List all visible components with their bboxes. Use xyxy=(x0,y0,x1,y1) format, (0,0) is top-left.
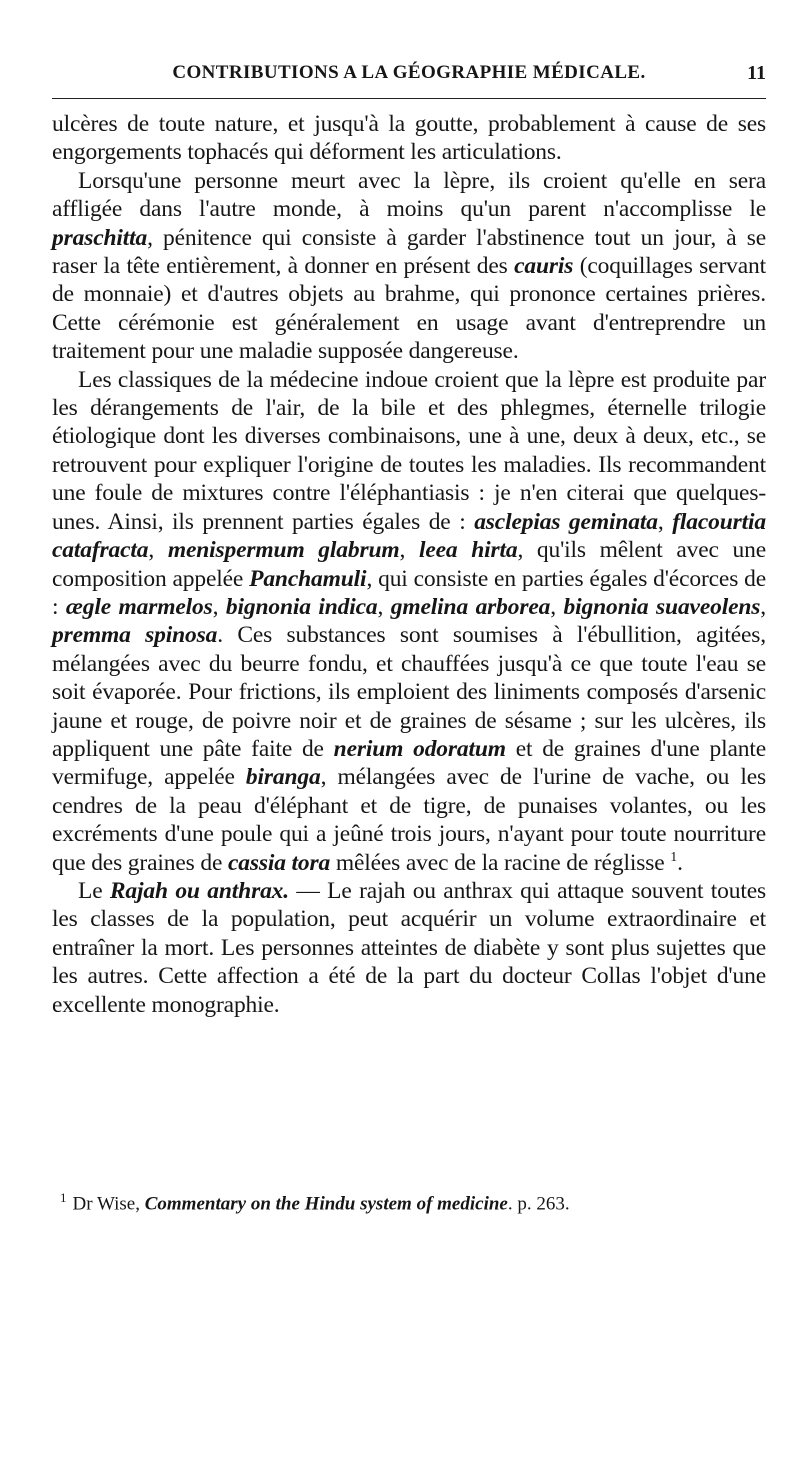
paragraph-1-text: ulcères de toute nature, et jusqu'à la goutte, probablement à cause de ses engorgements tophacés qui déforment les articulations. xyxy=(52,111,766,166)
paragraph-1 xyxy=(52,110,766,167)
page-number: 11 xyxy=(747,62,766,84)
separator: , xyxy=(399,537,419,564)
term-cassia: cassia tora xyxy=(227,849,331,876)
term-bignonia-suaveolens: bignonia suaveolens xyxy=(563,593,761,620)
term-praschitta: praschitta xyxy=(52,224,148,251)
paragraph-4-text: — Le rajah ou anthrax qui attaque souvent toutes les classes de la population, peut acquérir un volume extraordinaire et entraîner la mort. Les personnes atteintes de diabète y sont plus sujettes que les autres. Cette affection a été de la part du docteur Collas l'objet d'une excellente monographie. xyxy=(52,877,767,1018)
term-aegle: ægle marmelos xyxy=(65,593,213,620)
footnote xyxy=(60,1186,766,1216)
body-text xyxy=(52,110,766,1019)
term-menispermum: menispermum glabrum xyxy=(167,537,400,564)
separator: , xyxy=(550,593,564,620)
header-rule xyxy=(52,98,766,99)
paragraph-2-text-c: (coquillages servant de monnaie) et d'autres objets au brahme, qui prononce certaines prières. Cette cérémonie est généralement en usage avant d'entreprendre un traitement pour une maladie supposée dangereuse. xyxy=(52,253,766,365)
term-biranga: biranga xyxy=(245,764,321,791)
term-premma: premma spinosa xyxy=(52,622,218,649)
section-heading-rajah: Rajah ou anthrax. xyxy=(109,877,290,904)
paragraph-3-text-g: mêlées avec de la racine de réglisse xyxy=(330,849,671,876)
term-asclepias: asclepias geminata xyxy=(474,508,658,535)
term-panchamuli: Panchamuli xyxy=(249,565,367,592)
term-gmelina: gmelina arborea xyxy=(390,593,551,620)
paragraph-3-text-h: . xyxy=(677,849,683,876)
separator: , xyxy=(760,593,767,620)
paragraph-4-lead: Le xyxy=(78,877,110,904)
paragraph-3-text-e: et de graines d'une plante vermifuge, appelée xyxy=(52,735,767,791)
term-leea: leea hirta xyxy=(418,537,518,564)
paragraph-2-text-a: Lorsqu'une personne meurt avec la lèpre, ils croient qu'elle en sera affligée dans l'autre monde, à moins qu'un parent n'accomplisse le xyxy=(52,167,766,223)
paragraph-2-text-b: , pénitence qui consiste à garder l'abstinence tout un jour, à se raser la tête entièrement, à donner en présent des xyxy=(52,224,766,280)
paragraph-3-text-c: , qui consiste en parties égales d'écorces de : xyxy=(52,565,766,620)
running-title: CONTRIBUTIONS A LA GÉOGRAPHIE MÉDICALE. xyxy=(172,62,646,83)
term-nerium: nerium odoratum xyxy=(333,735,506,762)
separator: , xyxy=(657,508,673,535)
separator: , xyxy=(148,537,168,564)
separator: , xyxy=(212,593,226,620)
term-bignonia-indica: bignonia indica xyxy=(225,593,378,620)
term-cauris: cauris xyxy=(514,253,574,280)
term-flacourtia: flacourtia catafracta xyxy=(52,508,766,564)
paragraph-3-text-a: Les classiques de la médecine indoue croient que la lèpre est produite par les dérangements de l'air, de la bile et des phlegmes, éternelle trilogie étiologique dont les diverses combinaisons, une à une, deux à deux, etc., se retrouvent pour expliquer l'origine de toutes les maladies. Ils recommandent une foule de mixtures contre l'éléphantiasis : je n'en citerai que quelques-unes. Ainsi, ils prennent parties égales de : xyxy=(52,366,766,535)
paragraph-2 xyxy=(52,167,766,366)
footnote-page: . p. 263. xyxy=(507,1193,570,1215)
paragraph-3 xyxy=(52,366,766,877)
footnote-reference: 1 xyxy=(670,849,678,865)
footnote-mark: 1 xyxy=(60,1190,67,1205)
footnote-title: Commentary on the Hindu system of medicine xyxy=(144,1193,508,1215)
paragraph-4 xyxy=(52,877,766,1019)
paragraph-3-text-b: , qu'ils mêlent avec une composition appelée xyxy=(52,537,766,592)
paragraph-3-text-f: , mélangées avec de l'urine de vache, ou les cendres de la peau d'éléphant et de tigre, de punaises volantes, ou les excréments d'une poule qui a jeûné trois jours, n'ayant pour toute nourriture que des graines de xyxy=(52,764,766,876)
footnote-author: Dr Wise, xyxy=(72,1193,145,1215)
page-header xyxy=(52,62,766,96)
paragraph-3-text-d: . Ces substances sont soumises à l'ébullition, agitées, mélangées avec du beurre fondu, et chauffées jusqu'à ce que toute l'eau se soit évaporée. Pour frictions, ils emploient des liniments composés d'arsenic jaune et rouge, de poivre noir et de graines de sésame ; sur les ulcères, ils appliquent une pâte faite de xyxy=(52,622,766,762)
separator: , xyxy=(377,593,391,620)
